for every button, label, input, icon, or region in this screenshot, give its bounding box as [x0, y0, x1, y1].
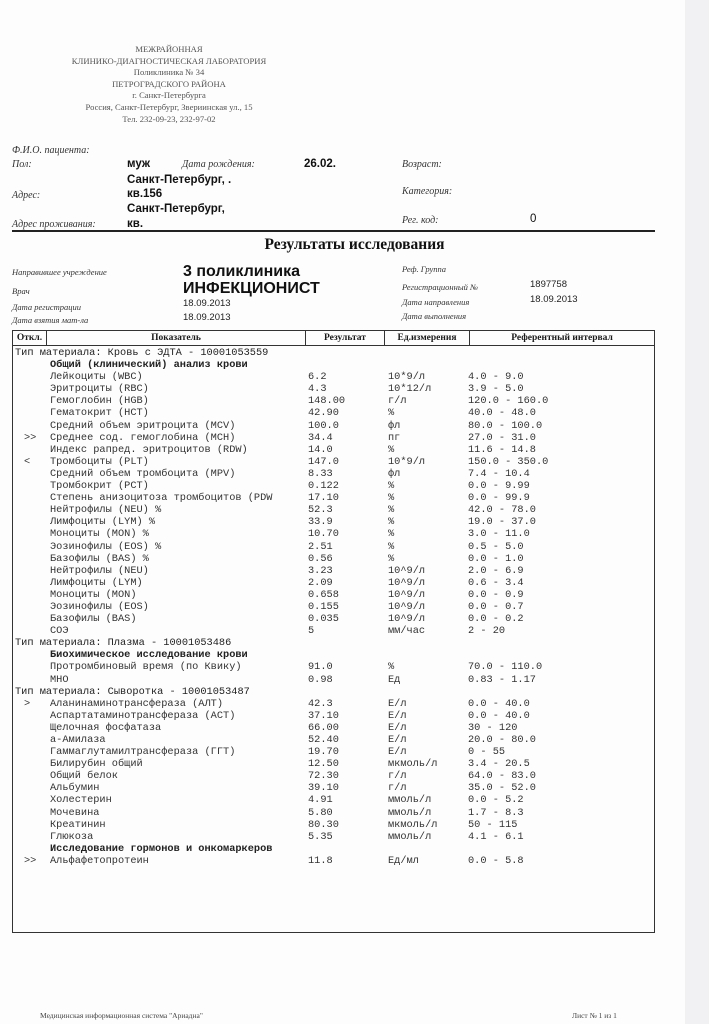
reference-interval: 3.0 - 11.0	[468, 528, 530, 541]
result-value: 5	[308, 625, 315, 638]
reference-interval: 3.9 - 5.0	[468, 383, 524, 396]
table-row	[13, 407, 654, 419]
reference-interval: 20.0 - 80.0	[468, 734, 536, 746]
reference-interval: 0 - 55	[468, 746, 506, 759]
reference-interval: 0.0 - 0.9	[468, 588, 524, 601]
result-value: 0.98	[308, 673, 333, 686]
reference-interval: 19.0 - 37.0	[468, 516, 536, 529]
lab-header-line: КЛИНИКО-ДИАГНОСТИЧЕСКАЯ ЛАБОРАТОРИЯ	[71, 55, 267, 66]
table-row	[13, 625, 654, 637]
result-value: 37.10	[308, 709, 339, 722]
address-label: Адрес:	[12, 190, 41, 201]
result-value: 4.91	[308, 794, 333, 807]
table-row	[13, 516, 654, 528]
reference-interval: 0.0 - 40.0	[468, 709, 530, 722]
table-row	[13, 553, 654, 565]
result-value: 19.70	[308, 746, 339, 759]
result-value: 80.30	[308, 818, 339, 831]
table-row	[13, 758, 654, 770]
unit-value: 10*9/л	[388, 371, 426, 384]
indicator-name: Глюкоза	[50, 830, 94, 843]
reg-date-value: 18.09.2013	[183, 298, 231, 309]
table-row	[13, 528, 654, 540]
sex-label: Пол:	[12, 159, 32, 170]
unit-value: 10^9/л	[388, 588, 426, 601]
table-row	[13, 371, 654, 383]
lab-header-line: Россия, Санкт-Петербург, Звериинская ул., 15	[85, 101, 253, 112]
reference-interval: 7.4 - 10.4	[468, 467, 530, 480]
reference-interval: 35.0 - 52.0	[468, 782, 536, 795]
table-row	[13, 807, 654, 819]
table-row	[13, 383, 654, 395]
unit-value: ммоль/л	[388, 794, 432, 807]
table-row	[13, 577, 654, 589]
table-row	[13, 819, 654, 831]
referral-date-label: Дата направления	[402, 297, 470, 307]
lab-header-line: г. Санкт-Петербурга	[132, 90, 206, 101]
result-value: 6.2	[308, 371, 327, 384]
indicator-name: Лимфоциты (LYM) %	[50, 516, 156, 529]
reference-interval: 0.0 - 0.7	[468, 600, 524, 613]
lab-header-line: Поликлиника № 34	[133, 67, 205, 78]
indicator-name: Нейтрофилы (NEU)	[50, 564, 149, 577]
material-type: Тип материала: Плазма - 10001053486	[15, 637, 232, 650]
doctor-label: Врач	[12, 286, 30, 296]
dob-label: Дата рождения:	[182, 159, 255, 170]
results-table	[12, 330, 655, 933]
doctor-value: ИНФЕКЦИОНИСТ	[183, 280, 320, 297]
reg-number-value: 1897758	[530, 279, 567, 290]
reference-interval: 3.4 - 20.5	[468, 758, 530, 771]
reference-interval: 0.0 - 5.2	[468, 794, 524, 807]
unit-value: пг	[388, 431, 401, 444]
sample-date-label: Дата взятия мат-ла	[12, 315, 89, 325]
unit-value: 10*12/л	[388, 383, 432, 396]
header-reference: Референтный интервал	[511, 333, 613, 343]
material-row	[13, 347, 654, 359]
section-title: Биохимическое исследование крови	[50, 649, 248, 662]
indicator-name: Среднее сод. гемоглобина (MCH)	[50, 431, 236, 444]
indicator-name: Гемоглобин (HGB)	[50, 395, 149, 408]
referral-date-value: 18.09.2013	[530, 294, 578, 305]
indicator-name: Гаммаглутамилтрансфераза (ГГТ)	[50, 746, 236, 759]
residence-label: Адрес проживания:	[12, 219, 96, 230]
unit-value: %	[388, 661, 395, 674]
section-row	[13, 359, 654, 371]
indicator-name: Билирубин общий	[50, 758, 143, 771]
material-type: Тип материала: Кровь с ЭДТА - 10001053559	[15, 347, 269, 359]
table-row	[13, 770, 654, 782]
unit-value: Ед/мл	[388, 854, 419, 867]
table-row	[13, 395, 654, 407]
indicator-name: Лейкоциты (WBC)	[50, 371, 143, 384]
header-indicator: Показатель	[47, 331, 306, 345]
indicator-name: Степень анизоцитоза тромбоцитов (PDW	[50, 492, 273, 505]
reg-code-label: Рег. код:	[402, 215, 439, 226]
unit-value: %	[388, 516, 395, 529]
unit-value: 10^9/л	[388, 600, 426, 613]
section-title: Общий (клинический) анализ крови	[50, 359, 248, 372]
reference-interval: 11.6 - 14.8	[468, 443, 536, 456]
unit-value: фл	[388, 419, 401, 432]
result-value: 0.56	[308, 552, 333, 565]
reference-interval: 80.0 - 100.0	[468, 419, 543, 432]
table-row	[13, 565, 654, 577]
unit-value: %	[388, 407, 395, 420]
reference-interval: 64.0 - 83.0	[468, 770, 536, 783]
lab-header	[10, 44, 328, 125]
indicator-name: Альфафетопротеин	[50, 854, 149, 867]
reference-interval: 0.0 - 0.2	[468, 613, 524, 626]
reference-interval: 4.1 - 6.1	[468, 830, 524, 843]
table-body	[13, 347, 654, 867]
material-type: Тип материала: Сыворотка - 10001053487	[15, 685, 250, 698]
table-row	[13, 734, 654, 746]
table-header	[13, 331, 654, 346]
result-value: 33.9	[308, 516, 333, 529]
indicator-name: Моноциты (MON) %	[50, 528, 149, 541]
result-value: 66.00	[308, 721, 339, 734]
unit-value: ммоль/л	[388, 830, 432, 843]
age-label: Возраст:	[402, 159, 442, 170]
unit-value: %	[388, 504, 395, 517]
indicator-name: Нейтрофилы (NEU) %	[50, 504, 162, 517]
reference-interval: 0.0 - 99.9	[468, 492, 530, 505]
unit-value: мм/час	[388, 625, 426, 638]
unit-value: 10^9/л	[388, 613, 426, 626]
reference-interval: 0.0 - 1.0	[468, 552, 524, 565]
reference-interval: 0.0 - 9.99	[468, 480, 530, 493]
table-row	[13, 432, 654, 444]
table-row	[13, 794, 654, 806]
unit-value: Е/л	[388, 709, 407, 722]
unit-value: %	[388, 492, 395, 505]
unit-value: г/л	[388, 395, 407, 408]
reference-interval: 50 - 115	[468, 818, 518, 831]
indicator-name: Общий белок	[50, 770, 118, 783]
indicator-name: Лимфоциты (LYM)	[50, 576, 143, 589]
table-row	[13, 601, 654, 613]
unit-value: 10*9/л	[388, 455, 426, 468]
table-row	[13, 420, 654, 432]
table-row	[13, 855, 654, 867]
unit-value: г/л	[388, 770, 407, 783]
unit-value: %	[388, 443, 395, 456]
result-value: 52.3	[308, 504, 333, 517]
reference-interval: 70.0 - 110.0	[468, 661, 543, 674]
header-deviation: Откл.	[13, 331, 47, 345]
table-row	[13, 661, 654, 673]
deviation-flag: >	[24, 697, 31, 710]
institution-value: 3 поликлиника	[183, 263, 300, 280]
indicator-name: Протромбиновый время (по Квику)	[50, 661, 242, 674]
footer-page: Лист № 1 из 1	[572, 1011, 617, 1020]
reference-interval: 0.0 - 40.0	[468, 697, 530, 710]
unit-value: Е/л	[388, 746, 407, 759]
footer-system: Медицинская информационная система "Ариадна"	[40, 1011, 203, 1020]
result-value: 5.80	[308, 806, 333, 819]
result-value: 147.0	[308, 455, 339, 468]
header-result: Результат	[306, 331, 385, 345]
lab-header-line: ПЕТРОГРАДСКОГО РАЙОНА	[112, 78, 226, 89]
reference-interval: 1.7 - 8.3	[468, 806, 524, 819]
table-row	[13, 504, 654, 516]
reference-interval: 40.0 - 48.0	[468, 407, 536, 420]
reg-code-value: 0	[530, 213, 537, 225]
unit-value: мкмоль/л	[388, 758, 438, 771]
result-value: 8.33	[308, 467, 333, 480]
table-row	[13, 589, 654, 601]
fio-label: Ф.И.О. пациента:	[12, 145, 90, 156]
indicator-name: Холестерин	[50, 794, 112, 807]
divider	[12, 230, 655, 232]
reference-interval: 0.6 - 3.4	[468, 576, 524, 589]
table-row	[13, 468, 654, 480]
unit-value: 10^9/л	[388, 576, 426, 589]
material-row	[13, 637, 654, 649]
reference-interval: 150.0 - 350.0	[468, 455, 549, 468]
table-row	[13, 541, 654, 553]
result-value: 11.8	[308, 854, 333, 867]
unit-value: фл	[388, 467, 401, 480]
result-value: 0.658	[308, 588, 339, 601]
indicator-name: а-Амилаза	[50, 734, 106, 746]
residence-line1: Санкт-Петербург,	[127, 203, 225, 215]
reference-interval: 0.0 - 5.8	[468, 854, 524, 867]
table-row	[13, 444, 654, 456]
indicator-name: Средний объем тромбоцита (MPV)	[50, 467, 236, 480]
unit-value: Ед	[388, 673, 401, 686]
deviation-flag: <	[24, 455, 31, 468]
reference-interval: 42.0 - 78.0	[468, 504, 536, 517]
deviation-flag: >>	[24, 431, 37, 444]
unit-value: Е/л	[388, 734, 407, 746]
material-row	[13, 686, 654, 698]
unit-value: 10^9/л	[388, 564, 426, 577]
ref-group-label: Реф. Группа	[402, 264, 446, 274]
indicator-name: Базофилы (BAS) %	[50, 552, 149, 565]
category-label: Категория:	[402, 186, 453, 197]
table-row	[13, 698, 654, 710]
indicator-name: Креатинин	[50, 818, 106, 831]
result-value: 34.4	[308, 431, 333, 444]
result-value: 100.0	[308, 419, 339, 432]
reg-number-label: Регистрационный №	[402, 282, 478, 292]
indicator-name: Эозинофилы (EOS) %	[50, 540, 162, 553]
indicator-name: Щелочная фосфатаза	[50, 721, 162, 734]
reg-date-label: Дата регистрации	[12, 302, 82, 312]
section-row	[13, 843, 654, 855]
indicator-name: Аланинаминотрансфераза (АЛТ)	[50, 697, 224, 710]
table-row	[13, 831, 654, 843]
result-value: 10.70	[308, 528, 339, 541]
indicator-name: СОЭ	[50, 625, 69, 638]
result-value: 12.50	[308, 758, 339, 771]
result-value: 14.0	[308, 443, 333, 456]
reference-interval: 120.0 - 160.0	[468, 395, 549, 408]
indicator-name: Эозинофилы (EOS)	[50, 600, 149, 613]
result-value: 5.35	[308, 830, 333, 843]
reference-interval: 0.83 - 1.17	[468, 673, 536, 686]
indicator-name: Моноциты (MON)	[50, 588, 137, 601]
section-title: Исследование гормонов и онкомаркеров	[50, 842, 273, 855]
result-value: 72.30	[308, 770, 339, 783]
result-value: 2.09	[308, 576, 333, 589]
unit-value: ммоль/л	[388, 806, 432, 819]
reference-interval: 2 - 20	[468, 625, 506, 638]
indicator-name: МНО	[50, 673, 69, 686]
result-value: 148.00	[308, 395, 346, 408]
indicator-name: Индекс рапред. эритроцитов (RDW)	[50, 443, 248, 456]
unit-value: г/л	[388, 782, 407, 795]
result-value: 91.0	[308, 661, 333, 674]
indicator-name: Мочевина	[50, 806, 100, 819]
completion-date-label: Дата выполнения	[402, 311, 467, 321]
unit-value: Е/л	[388, 697, 407, 710]
unit-value: %	[388, 480, 395, 493]
reference-interval: 4.0 - 9.0	[468, 371, 524, 384]
reference-interval: 0.5 - 5.0	[468, 540, 524, 553]
result-value: 39.10	[308, 782, 339, 795]
indicator-name: Альбумин	[50, 782, 100, 795]
reference-interval: 30 - 120	[468, 721, 518, 734]
residence-line2: кв.	[127, 218, 144, 230]
report-title: Результаты исследования	[264, 236, 445, 253]
table-row	[13, 492, 654, 504]
table-row	[13, 674, 654, 686]
unit-value: %	[388, 528, 395, 541]
table-row	[13, 480, 654, 492]
sample-date-value: 18.09.2013	[183, 312, 231, 323]
sex-value: муж	[127, 158, 151, 170]
result-value: 2.51	[308, 540, 333, 553]
result-value: 17.10	[308, 492, 339, 505]
result-value: 0.122	[308, 480, 339, 493]
table-row	[13, 613, 654, 625]
unit-value: %	[388, 540, 395, 553]
result-value: 0.035	[308, 613, 339, 626]
result-value: 42.3	[308, 697, 333, 710]
indicator-name: Гематокрит (HCT)	[50, 407, 149, 420]
table-row	[13, 746, 654, 758]
result-value: 42.90	[308, 407, 339, 420]
indicator-name: Средний объем эритроцита (MCV)	[50, 419, 236, 432]
table-row	[13, 710, 654, 722]
result-value: 4.3	[308, 383, 327, 396]
result-value: 0.155	[308, 600, 339, 613]
dob-value: 26.02.	[304, 158, 336, 170]
unit-value: %	[388, 552, 395, 565]
reference-interval: 2.0 - 6.9	[468, 564, 524, 577]
section-row	[13, 649, 654, 661]
result-value: 52.40	[308, 734, 339, 746]
indicator-name: Аспартатаминотрансфераза (АСТ)	[50, 709, 236, 722]
deviation-flag: >>	[24, 854, 37, 867]
indicator-name: Эритроциты (RBC)	[50, 383, 149, 396]
header-unit: Ед.измерения	[385, 331, 470, 345]
address-line2: кв.156	[127, 188, 163, 200]
lab-header-line: Тел. 232-09-23, 232-97-02	[122, 113, 216, 124]
reference-interval: 27.0 - 31.0	[468, 431, 536, 444]
address-line1: Санкт-Петербург, .	[127, 174, 232, 186]
lab-header-line: МЕЖРАЙОННАЯ	[135, 44, 203, 54]
table-row	[13, 456, 654, 468]
table-row	[13, 782, 654, 794]
institution-label: Направившее учреждение	[12, 267, 107, 277]
table-row	[13, 722, 654, 734]
indicator-name: Тромбоциты (PLT)	[50, 455, 149, 468]
unit-value: мкмоль/л	[388, 818, 438, 831]
unit-value: Е/л	[388, 721, 407, 734]
scan-edge	[685, 0, 709, 1024]
indicator-name: Тромбокрит (PCT)	[50, 480, 149, 493]
indicator-name: Базофилы (BAS)	[50, 613, 137, 626]
result-value: 3.23	[308, 564, 333, 577]
